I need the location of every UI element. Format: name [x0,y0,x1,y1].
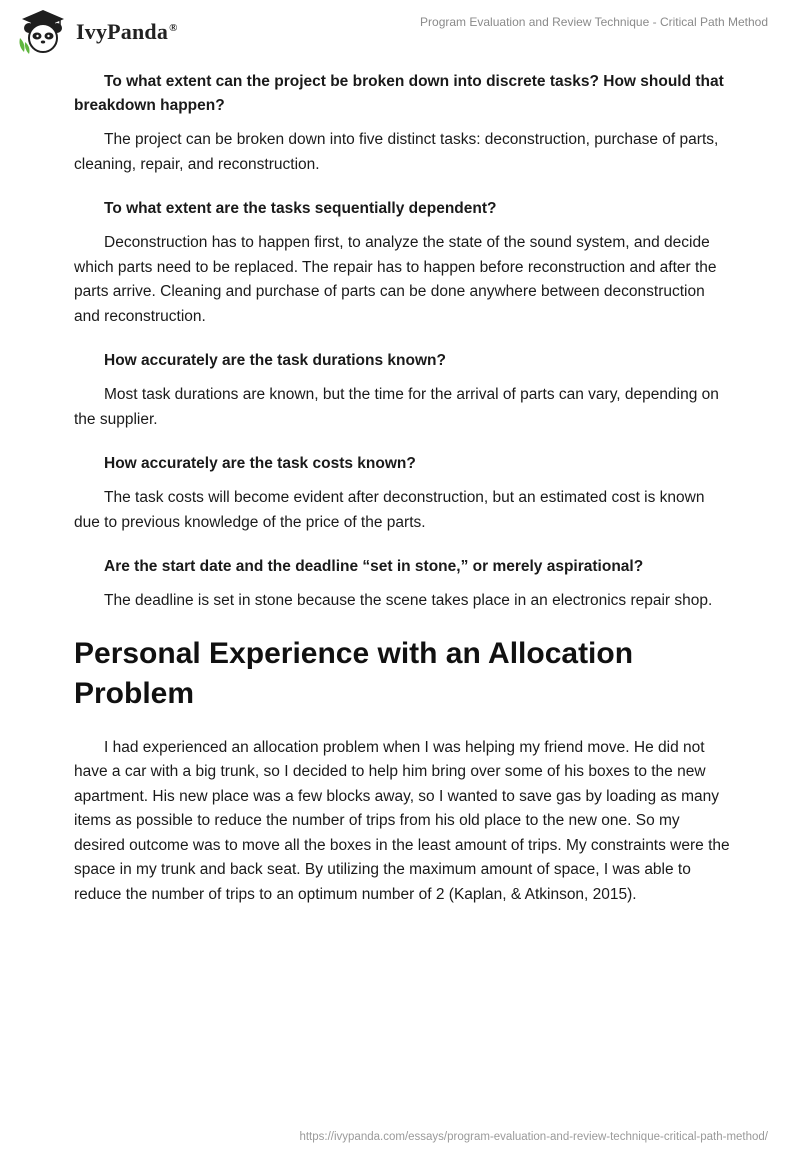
brand-name: IvyPanda® [76,19,178,44]
panda-graduate-icon [16,8,70,56]
section-heading: Personal Experience with an Allocation Problem [74,636,634,710]
answer-5: The deadline is set in stone because the scene takes place in an electronics repair shop. [104,592,713,609]
question-1: To what extent can the project be broken down into discrete tasks? How should that breakdown happen? [74,73,724,114]
logo[interactable] [16,8,178,56]
question-2: To what extent are the tasks sequentially dependent? [104,200,497,217]
answer-4: The task costs will become evident after deconstruction, but an estimated cost is known due to previous knowledge of the price of the parts. [74,489,705,531]
answer-3: Most task durations are known, but the time for the arrival of parts can vary, depending on the supplier. [74,386,719,428]
answer-2: Deconstruction has to happen first, to analyze the state of the sound system, and decide which parts need to be replaced. The repair has to happen before reconstruction and after the parts arrive. Cleaning and purchase of parts can be done anywhere between deconstruction and reconstruction. [74,234,717,325]
question-5: Are the start date and the deadline “set in stone,” or merely aspirational? [104,558,644,575]
question-4: How accurately are the task costs known? [104,455,416,472]
answer-1: The project can be broken down into five distinct tasks: deconstruction, purchase of parts, cleaning, repair, and reconstruction. [74,131,719,173]
essay-content [74,70,734,927]
page-header [0,0,800,64]
question-3: How accurately are the task durations known? [104,352,446,369]
document-title: Program Evaluation and Review Technique - Critical Path Method [420,15,768,29]
section-paragraph: I had experienced an allocation problem when I was helping my friend move. He did not have a car with a big trunk, so I decided to help him bring over some of his boxes to the new apartment. His new place was a few blocks away, so I wanted to save gas by loading as many items as possible to reduce the number of trips from his old place to the new one. So my desired outcome was to move all the boxes in the least amount of trips. My constraints were the space in my trunk and back seat. By utilizing the maximum amount of space, I was able to reduce the number of trips to an optimum number of 2 (Kaplan, & Atkinson, 2015). [74,738,730,903]
footer-url[interactable]: https://ivypanda.com/essays/program-evaluation-and-review-technique-critical-path-method/ [299,1131,768,1143]
